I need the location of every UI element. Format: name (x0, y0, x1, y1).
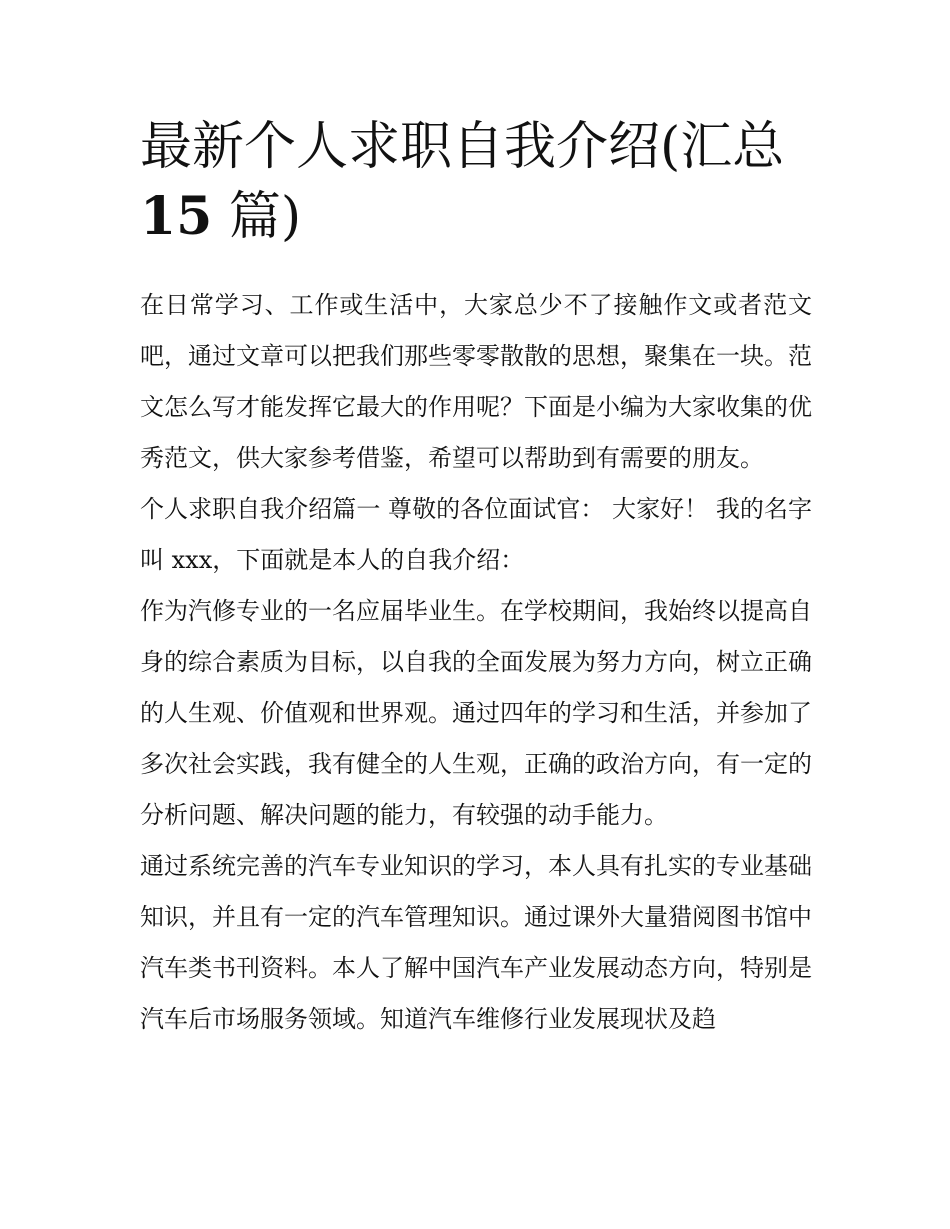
title-text-main: 最新个人求职自我介绍(汇总 (140, 117, 785, 177)
paragraph-intro: 在日常学习、工作或生活中，大家总少不了接触作文或者范文吧，通过文章可以把我们那些零零散散的思想，聚集在一块。范文怎么写才能发挥它最大的作用呢？下面是小编为大家收集的优秀范文，供大家参考借鉴，希望可以帮助到有需要的朋友。 (140, 291, 812, 472)
document-page (140, 112, 812, 1045)
paragraph-education: 作为汽修专业的一名应届毕业生。在学校期间，我始终以提高自身的综合素质为目标，以自我的全面发展为努力方向，树立正确的人生观、价值观和世界观。通过四年的学习和生活，并参加了多次社会实践，我有健全的人生观，正确的政治方向，有一定的分析问题、解决问题的能力，有较强的动手能力。 (140, 597, 812, 829)
document-body (140, 280, 812, 1045)
title-count: 15 (140, 186, 213, 247)
title-text-suffix: 篇) (212, 187, 302, 247)
paragraph-greeting: 个人求职自我介绍篇一 尊敬的各位面试官： 大家好！ 我的名字叫 xxx，下面就是本人的自我介绍： (140, 495, 812, 574)
paragraph-knowledge: 通过系统完善的汽车专业知识的学习，本人具有扎实的专业基础知识，并且有一定的汽车管理知识。通过课外大量猎阅图书馆中汽车类书刊资料。本人了解中国汽车产业发展动态方向，特别是汽车后市场服务领域。知道汽车维修行业发展现状及趋 (140, 852, 812, 1033)
document-title (140, 112, 812, 252)
